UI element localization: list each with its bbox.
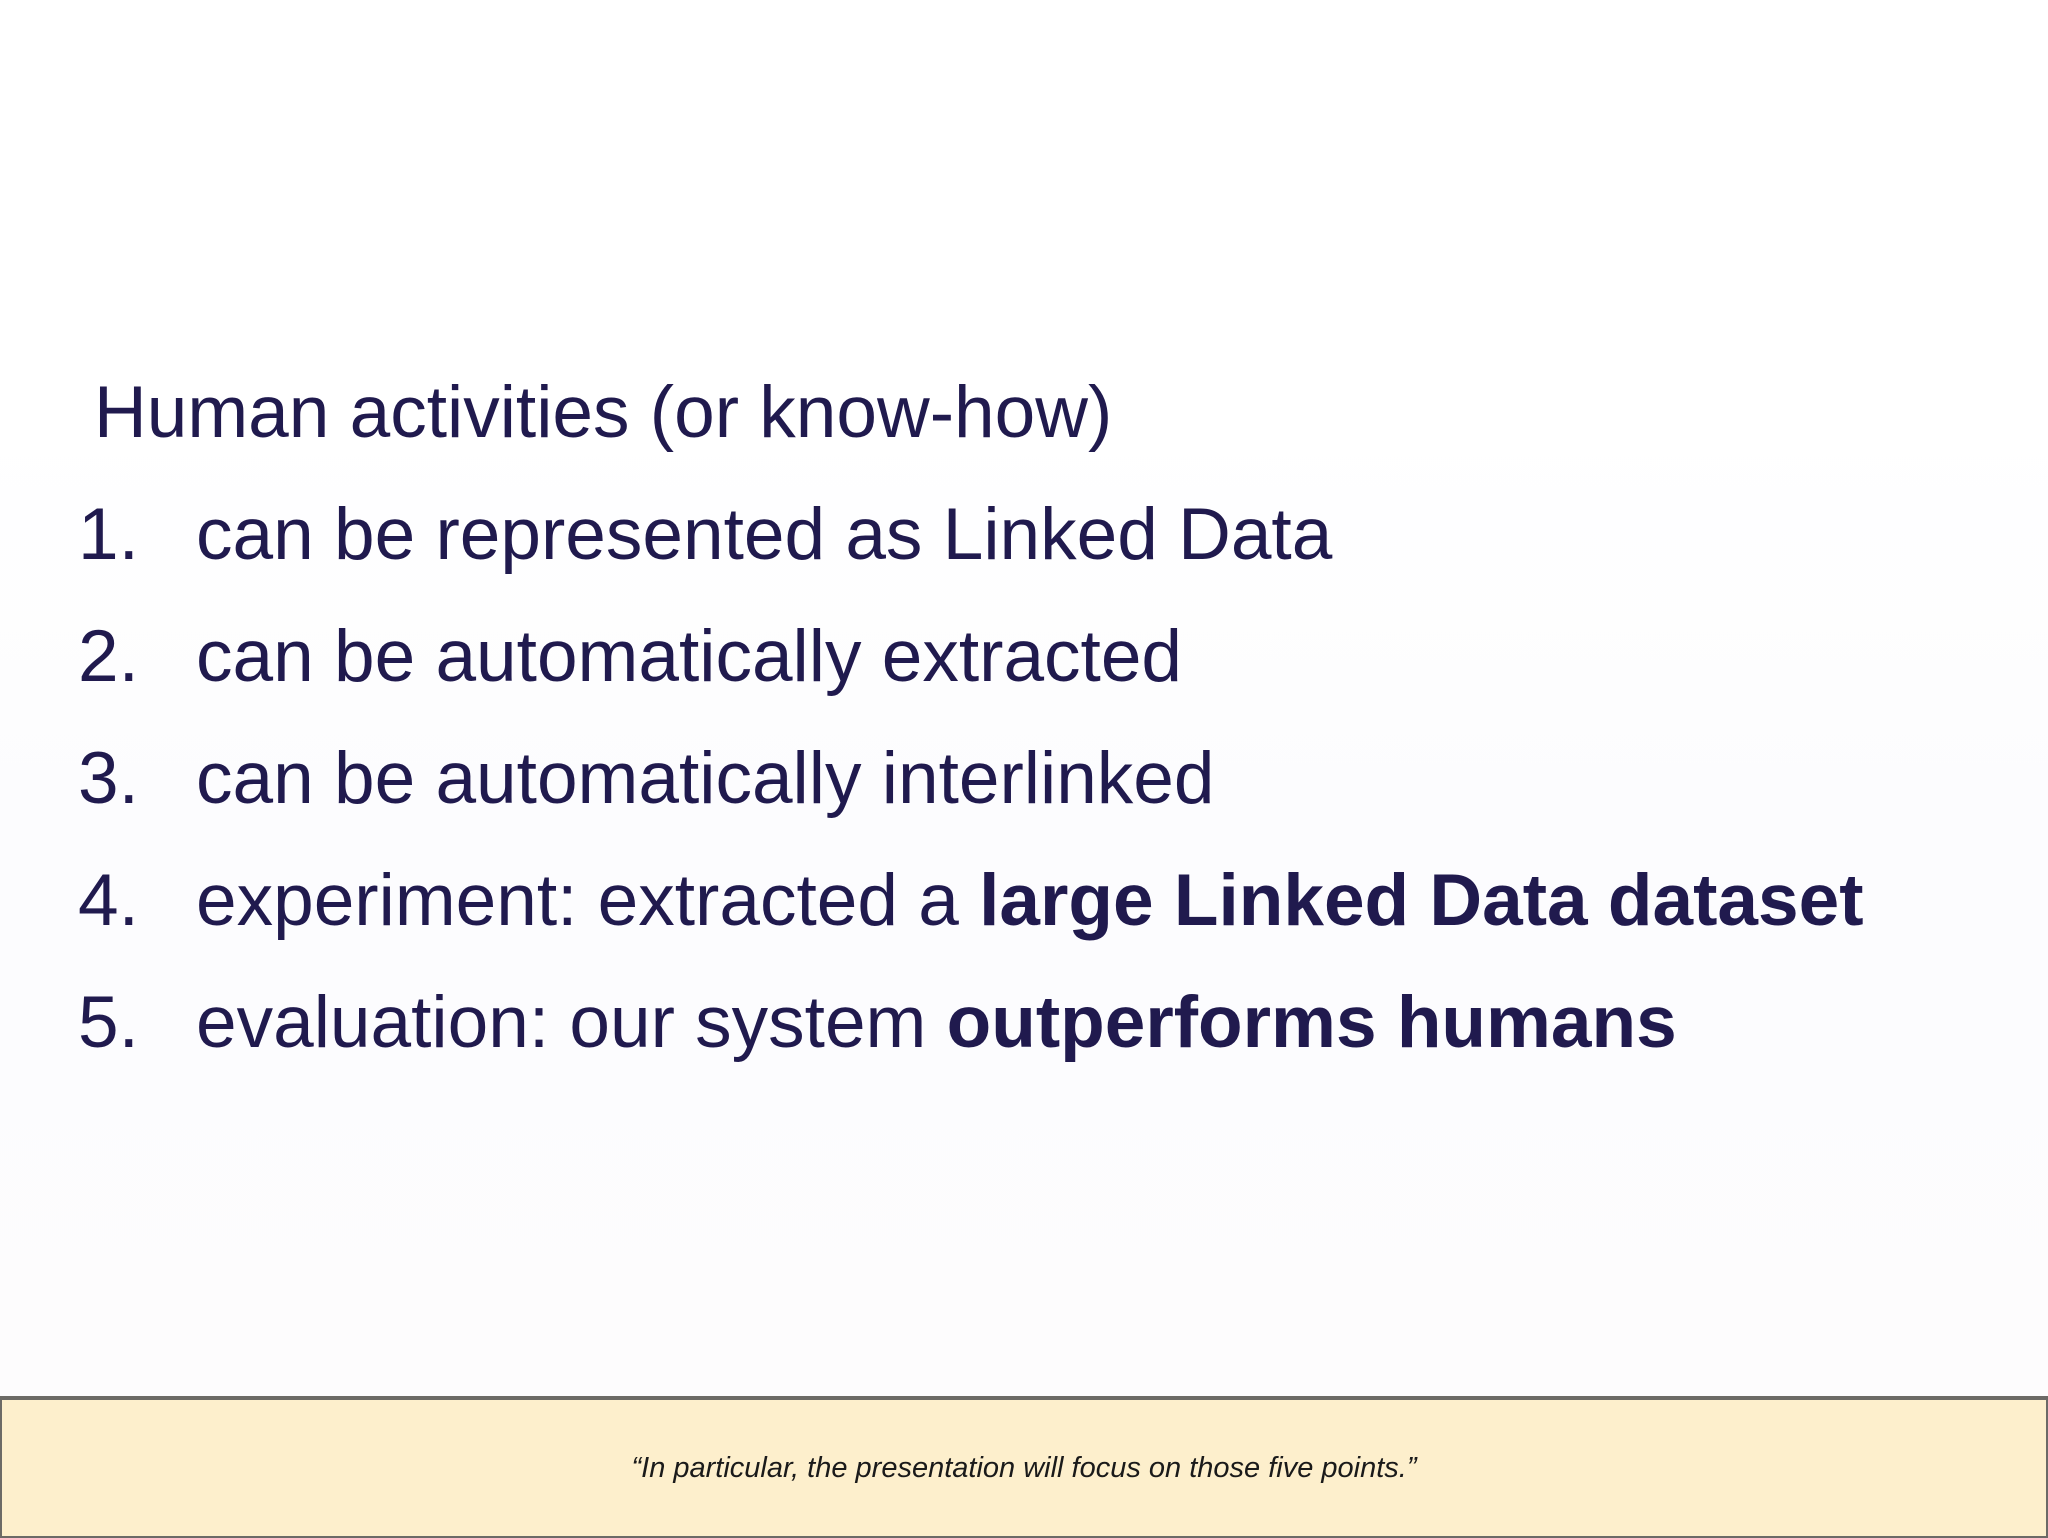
point-emphasis: outperforms humans	[946, 982, 1677, 1063]
point-number: 2.	[78, 616, 139, 697]
point-text	[196, 612, 1182, 702]
point-text	[196, 978, 1677, 1068]
point-plain-text: can be represented as Linked Data	[196, 494, 1333, 575]
slide-intro: Human activities (or know-how)	[94, 372, 1113, 453]
point-plain-text: can be automatically extracted	[196, 616, 1183, 697]
point-plain-text: experiment: extracted a	[196, 860, 980, 941]
point-number: 3.	[78, 738, 139, 819]
point-number: 4.	[78, 860, 139, 941]
point-text	[196, 490, 1332, 580]
point-number: 5.	[78, 982, 139, 1063]
point-emphasis: large Linked Data dataset	[979, 860, 1864, 941]
point-text	[196, 856, 1864, 946]
point-text	[196, 734, 1215, 824]
caption-box	[0, 1396, 2048, 1538]
point-plain-text: evaluation: our system	[196, 982, 947, 1063]
point-plain-text: can be automatically interlinked	[196, 738, 1215, 819]
point-number: 1.	[78, 494, 139, 575]
caption-text: “In particular, the presentation will focus on those five points.”	[631, 1452, 1417, 1484]
